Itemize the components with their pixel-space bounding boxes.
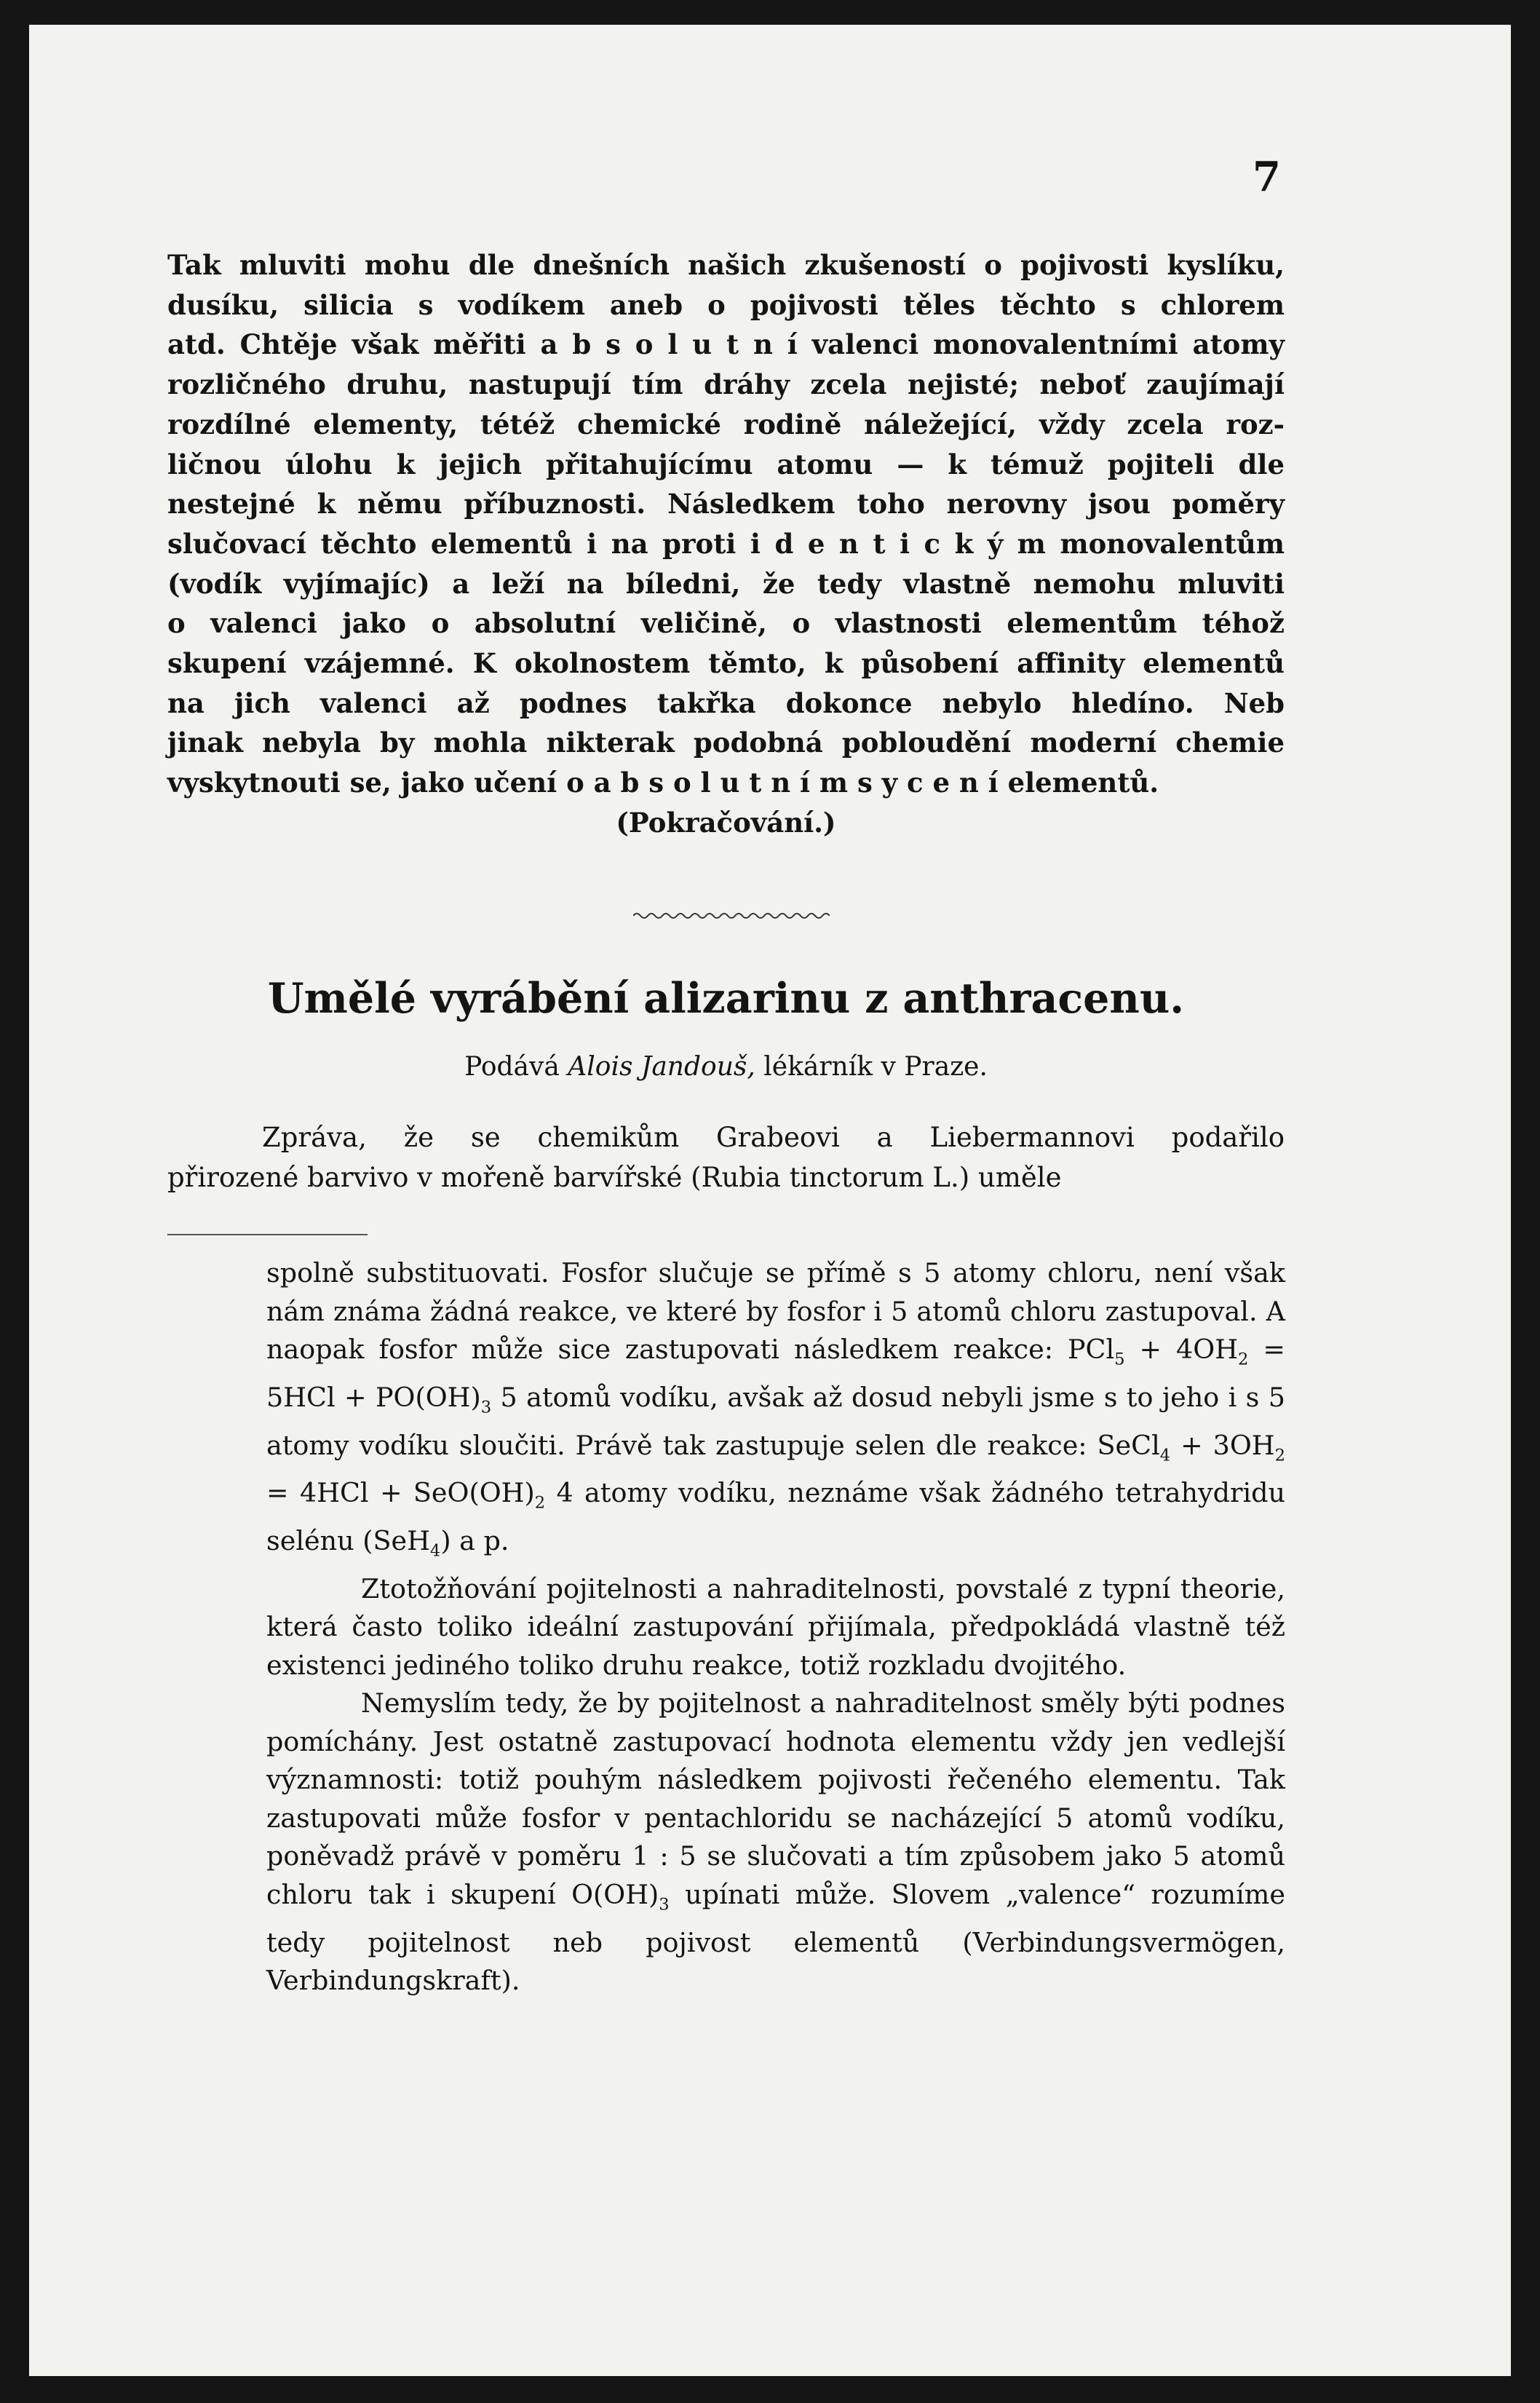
intro-line: Zpráva, že se chemikům Grabeovi a Liebermannovi podařilo <box>262 1122 1285 1153</box>
footnote-block <box>266 1254 1285 2000</box>
paragraph-line: dusíku, silicia s vodíkem aneb o pojivosti těles těchto s chlorem <box>167 288 1285 321</box>
byline-suffix: lékárník v Praze. <box>755 1052 988 1082</box>
footnote-rule <box>167 1234 368 1235</box>
article-intro-paragraph <box>167 1118 1285 1197</box>
paragraph-line: rozličného druhu, nastupují tím dráhy zcela nejisté; neboť zaujímají <box>167 368 1285 401</box>
section-1-paragraph <box>167 245 1285 803</box>
paragraph-line: ličnou úlohu k jejich přitahujícímu atomu — k témuž pojiteli dle <box>167 448 1285 480</box>
page-number: 7 <box>1253 153 1281 201</box>
paragraph-line: nestejné k němu příbuznosti. Následkem toho nerovny jsou poměry <box>167 488 1285 520</box>
paragraph-line: slučovací těchto elementů i na proti i d e n t i c k ý m monovalentům <box>167 527 1285 560</box>
paragraph-line: skupení vzájemné. K okolnostem těmto, k působení affinity elementů <box>167 647 1285 680</box>
footnote-paragraph-1: spolně substituovati. Fosfor slučuje se přímě s 5 atomy chloru, není však nám známa žádná reakce, ve které by fosfor i 5 atomů chloru zastupoval. A naopak fosfor může sice zastupovati následkem reakce: $PCl_5 + 4OH_2 = 5HCl + PO(OH)_3$ 5 atomů vodíku, avšak až dosud nebyli jsme s to jeho i s 5 atomy vodíku sloučiti. Právě tak zastupuje selen dle reakce: SeCl$_4$ + $3OH_2 = 4HCl + SeO(OH)_2$ 4 atomy vodíku, neznáme však žádného tetrahydridu selénu (SeH$_4$) a p. <box>266 1257 1286 1561</box>
paragraph-line: vyskytnouti se, jako učení o a b s o l u t n í m s y c e n í elementů. <box>167 767 1159 799</box>
byline-prefix: Podává <box>464 1052 568 1082</box>
paragraph-line: o valenci jako o absolutní veličině, o vlastnosti elementům téhož <box>167 607 1285 640</box>
paragraph-line: rozdílné elementy, tétéž chemické rodině náležející, vždy zcela roz- <box>167 408 1285 440</box>
intro-line: přirozené barvivo v mořeně barvířské (Rubia tinctorum L.) uměle <box>167 1161 1062 1193</box>
paragraph-line: atd. Chtěje však měřiti a b s o l u t n í valenci monovalentními atomy <box>167 328 1285 361</box>
continuation-note: (Pokračování.) <box>616 806 836 839</box>
footnote-paragraph-3: Nemyslím tedy, že by pojitelnost a nahraditelnost směly býti podnes pomíchány. Jest ostatně zastupovací hodnota elementu vždy jen vedlejší významnosti: totiž pouhým následkem pojivosti řečeného elementu. Tak zastupovati může fosfor v pentachloridu se nacházející 5 atomů vodíku, poněvadž právě v poměru 1 : 5 se slučovati a tím způsobem jako 5 atomů chloru tak i skupení $O(OH)_3$ upínati může. Slovem „valence“ rozumíme tedy pojitelnost neb pojivost elementů (Verbindungsvermögen, Verbindungskraft). <box>266 1687 1286 1997</box>
section-1 <box>167 245 1285 842</box>
byline-author: Alois Jandouš, <box>568 1052 755 1082</box>
paragraph-line: (vodík vyjímajíc) a leží na bíledni, že tedy vlastně nemohu mluviti <box>167 567 1285 600</box>
wavy-divider <box>633 911 830 920</box>
paragraph-line: Tak mluviti mohu dle dnešních našich zkušeností o pojivosti kyslíku, <box>167 249 1285 281</box>
article-byline <box>167 1052 1285 1082</box>
article-title: Umělé vyrábění alizarinu z anthracenu. <box>267 974 1185 1023</box>
paragraph-line: jinak nebyla by mohla nikterak podobná pobloudění moderní chemie <box>167 727 1285 759</box>
paragraph-line: na jich valenci až podnes takřka dokonce nebylo hledíno. Neb <box>167 686 1285 719</box>
article-intro <box>167 1118 1285 1197</box>
footnote-paragraph-2: Ztotožňování pojitelnosti a nahraditelnosti, povstalé z typní theorie, která často toliko ideální zastupování přijímala, předpokládá vlastně též existenci jediného toliko druhu reakce, totiž rozkladu dvojitého. <box>266 1572 1285 1681</box>
